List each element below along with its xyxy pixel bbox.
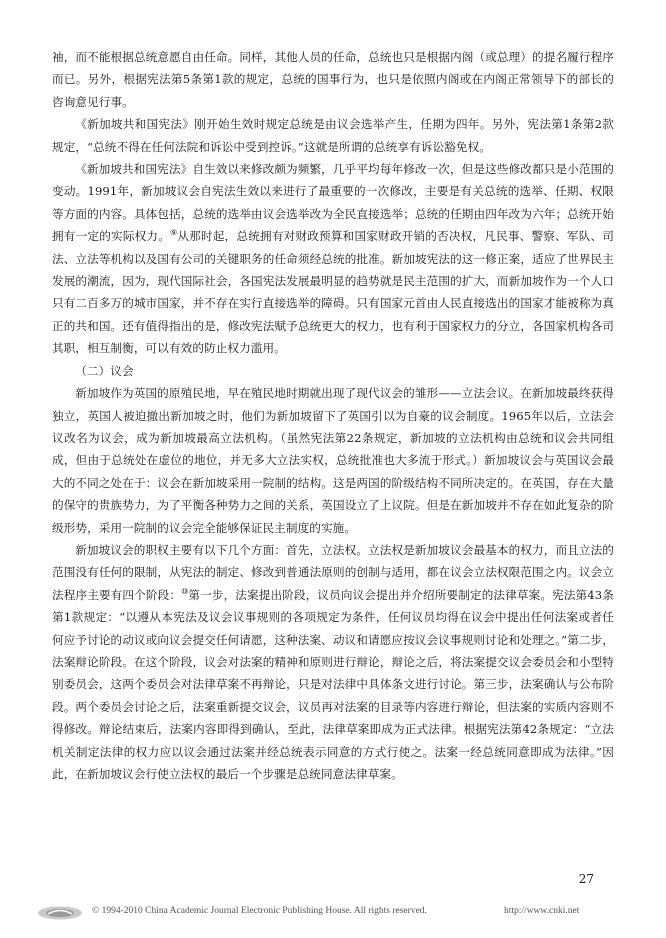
footer-link[interactable]: http://www.cnki.net	[504, 906, 580, 916]
page-number: 27	[578, 872, 594, 886]
paragraph-3	[52, 158, 614, 360]
footnote-mark-10[interactable]: ⑩	[181, 586, 189, 596]
paragraph-1: 袖，而不能根据总统意愿自由任命。同样，其他人员的任命，总统也只是根据内阁（或总理）的提名履行程序而已。另外，根据宪法第5条第1款的规定，总统的国事行为，也只是依照内阁或在内阁正常领导下的部长的咨询意见行事。	[52, 50, 614, 109]
copyright-notice: © 1994-2010 China Academic Journal Electronic Publishing House. All rights reserved.	[92, 906, 427, 916]
paragraph-5-text-a: 新加坡议会的职权主要有以下几个方面：首先，立法权。立法权是新加坡议会最基本的权力，而且立法的范围没有任何的限制，从宪法的制定、修改到普通法原则的创制与适用，都在议会立法权限范围之内。议会立法程序主要有四个阶段：	[52, 542, 614, 602]
paragraph-3-text-b: 从那时起，总统拥有对财政预算和国家财政开销的否决权，凡民事、警察、军队、司法、立法等机构以及国有公司的关键职务的任命须经总统的批准。新加坡宪法的这一修正案，适应了世界民主发展的潮流，因为，现代国际社会，各国宪法发展最明显的趋势就是民主范围的扩大，而新加坡作为一个人口只有二百多万的城市国家，并不存在实行直接选举的障碍。只有国家元首由人民直接选出的国家才能被称为真正的共和国。还有值得指出的是，修改宪法赋予总统更大的权力，也有利于国家权力的分立，各国家机构各司其职，相互制衡，可以有效的防止权力滥用。	[52, 229, 614, 356]
footer	[36, 904, 636, 922]
cnki-logo-icon	[36, 905, 84, 921]
paragraph-3-text-a: 《新加坡共和国宪法》自生效以来修改颇为频繁，几乎平均每年修改一次，但是这些修改都只是小范围的变动。1991年，新加坡议会自宪法生效以来进行了最重要的一次修改，主要是有关总统的选举、任期、权限等方面的内容。具体包括，总统的选举由议会选举改为全民直接选举；总统的任期由四年改为六年；总统开始拥有一定的实际权力。	[52, 162, 614, 244]
body-text	[52, 46, 614, 785]
paragraph-5	[52, 539, 614, 785]
paragraph-5-text-b: 第一步，法案提出阶段，议员向议会提出并介绍所要制定的法律草案。宪法第43条第1款规定：“以遵从本宪法及议会议事规则的各项规定为条件，任何议员均得在议会中提出任何法案或者任何应予讨论的动议或向议会提交任何请愿，这种法案、动议和请愿应按议会议事规则讨论和处理之。”第二步，法案辩论阶段。在这个阶段，议会对法案的精神和原则进行辩论，辩论之后，将法案提交议会委员会和小型特别委员会，这两个委员会对法律草案不再辩论，只是对法律中具体条文进行讨论。第三步，法案确认与公布阶段。两个委员会讨论之后，法案重新提交议会，议员再对法案的目录等内容进行辩论，但法案的实质内容则不得修改。辩论结束后，法案内容即得到确认，至此，法律草案即成为正式法律。根据宪法第42条规定：“立法机关制定法律的权力应以议会通过法案并经总统表示同意的方式行使之。法案一经总统同意即成为法律。”因此，在新加坡议会行使立法权的最后一个步骤是总统同意法律草案。	[52, 587, 614, 781]
section-heading: （二）议会	[75, 363, 134, 378]
footnote-mark-9[interactable]: ⑨	[170, 228, 178, 238]
paragraph-4: 新加坡作为英国的原殖民地，早在殖民地时期就出现了现代议会的雏形——立法会议。在新加坡最终获得独立，英国人被迫撤出新加坡之时，他们为新加坡留下了英国引以为自豪的议会制度。1965年以后，立法会议改名为议会，成为新加坡最高立法机构。（虽然宪法第22条规定，新加坡的立法机构由总统和议会共同组成，但由于总统处在虚位的地位，并无多大立法实权，总统批准也大多流于形式。）新加坡议会与英国议会最大的不同之处在于：议会在新加坡采用一院制的结构。这是两国的阶级结构不同所决定的。在英国，存在大量的保守的贵族势力，为了平衡各种势力之间的关系，英国设立了上议院。但是在新加坡并不存在如此复杂的阶级形势，采用一院制的议会完全能够保证民主制度的实施。	[52, 386, 614, 535]
paragraph-2: 《新加坡共和国宪法》刚开始生效时规定总统是由议会选举产生，任期为四年。另外，宪法第1条第2款规定，“总统不得在任何法院和诉讼中受到控诉。”这就是所谓的总统享有诉讼豁免权。	[52, 117, 614, 154]
